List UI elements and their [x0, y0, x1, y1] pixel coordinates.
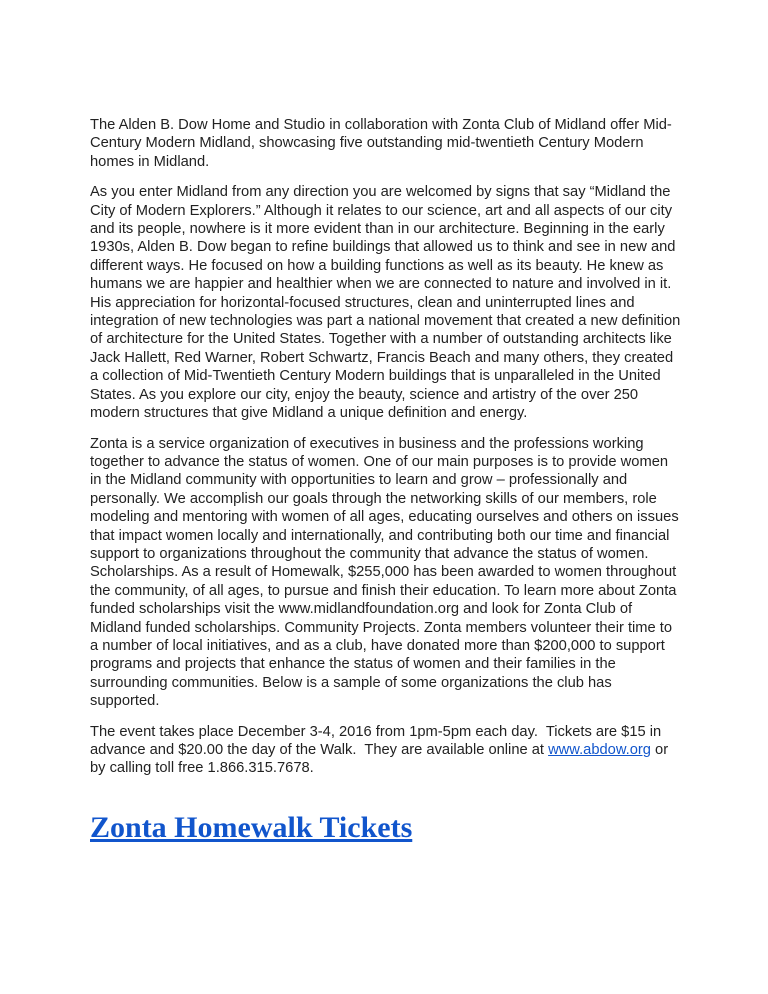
paragraph-city-of-modern-explorers: As you enter Midland from any direction you are welcomed by signs that say “Midland the City of Modern Explorers.” Although it relates to our science, art and all aspects of our city and its people, nowhere is it more evident than in our architecture. Beginning in the early 1930s, Alden B. Dow began to refine buildings that allowed us to think and see in new and different ways. He focused on how a building functions as well as its beauty. He knew as humans we are happier and healthier when we are connected to nature and involved in it. His appreciation for horizontal-focused structures, clean and uninterrupted lines and integration of new technologies was part a national movement that created a new definition of architecture for the United States. Together with a number of outstanding architects like Jack Hallett, Red Warner, Robert Schwartz, Francis Beach and many others, they created a collection of Mid-Twentieth Century Modern buildings that is unparalleled in the United States. As you explore our city, enjoy the beauty, science and artistry of the over 250 modern structures that give Midland a unique definition and energy.	[90, 184, 685, 422]
zonta-homewalk-tickets-link[interactable]: Zonta Homewalk Tickets	[90, 810, 413, 844]
abdow-org-link[interactable]: www.abdow.org	[548, 742, 651, 758]
event-text-after-link: or by calling toll free 1.866.315.7678.	[90, 742, 673, 777]
event-text-before-link: The event takes place December 3-4, 2016 from 1pm-5pm each day. Tickets are $15 in advance and $20.00 the day of the Walk. They are available online at	[90, 723, 666, 758]
zonta-homewalk-tickets-heading	[90, 810, 683, 846]
paragraph-zonta-mission: Zonta is a service organization of executives in business and the professions working together to advance the status of women. One of our main purposes is to provide women in the Midland community with opportunities to learn and grow – professionally and personally. We accomplish our goals through the networking skills of our members, role modeling and mentoring with women of all ages, educating ourselves and others on issues that impact women locally and internationally, and contributing both our time and financial support to organizations throughout the community that advance the status of women. Scholarships. As a result of Homewalk, $255,000 has been awarded to women throughout the community, of all ages, to pursue and finish their education. To learn more about Zonta funded scholarships visit the www.midlandfoundation.org and look for Zonta Club of Midland funded scholarships. Community Projects. Zonta members volunteer their time to a number of local initiatives, and as a club, have donated more than $200,000 to support programs and projects that enhance the status of women and their families in the surrounding communities. Below is a sample of some organizations the club has supported.	[90, 435, 683, 710]
paragraph-intro: The Alden B. Dow Home and Studio in collaboration with Zonta Club of Midland offer Mid-Century Modern Midland, showcasing five outstanding mid-twentieth Century Modern homes in Midland.	[90, 117, 672, 170]
paragraph-event-details	[90, 723, 683, 778]
